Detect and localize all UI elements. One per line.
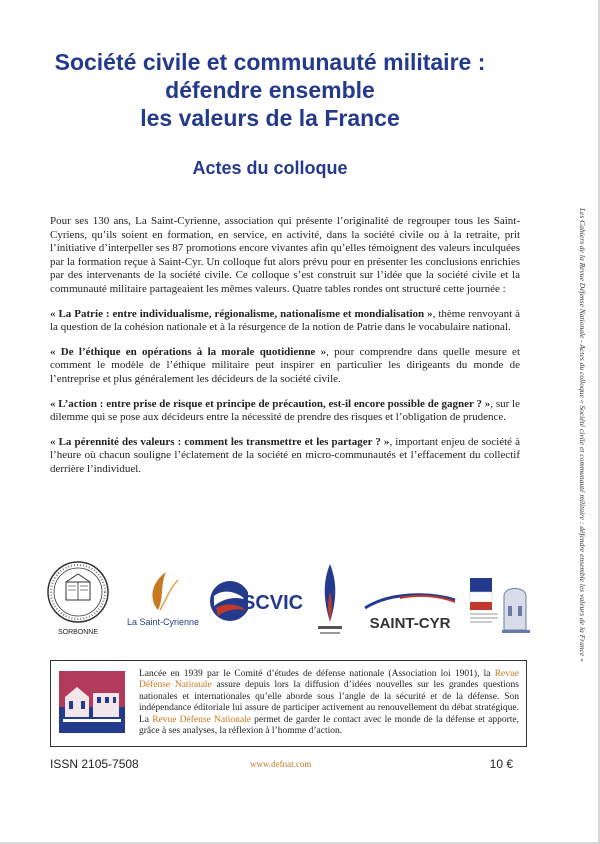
website-link[interactable]: www.defnat.com <box>250 759 312 769</box>
sorbonne-label: SORBONNE <box>57 629 99 636</box>
table-ronde-2-title: « De l’éthique en opérations à la morale quotidienne » <box>50 345 327 358</box>
spine-text: Les Cahiers de la Revue Défense Nationale - Actes du colloque « Société civile et communauté militaire : défendre ensemble les valeurs de la France » <box>578 208 587 662</box>
rdn-info-box <box>50 660 527 747</box>
sorbonne-seal-icon <box>38 560 118 624</box>
rdn-name-1: Revue Défense Nationale <box>139 669 519 691</box>
title-line-1: Société civile et communauté militaire : <box>54 49 486 75</box>
table-ronde-3-title: « L’action : entre prise de risque et principe de précaution, est-il encore possible de gagner ? » <box>50 397 491 410</box>
flame-logo <box>310 562 350 638</box>
table-ronde-1-title: « La Patrie : entre individualisme, régionalisme, nationalisme et mondialisation » <box>50 307 433 320</box>
saint-cyr-logo <box>360 590 460 636</box>
scvic-logo <box>208 578 303 633</box>
table-ronde-3 <box>50 398 520 425</box>
price: 10 € <box>489 757 513 771</box>
rdn-text-2: assure depuis lors la diffusion d’idées nouvelles sur les grandes questions nationales et internationales qu’elle aborde sous l’angle de la sécurité et de la défense. Son indépendance éditoriale lui assure de participer activement au renouvellement du débat stratégique. La <box>139 680 519 725</box>
table-ronde-4 <box>50 436 520 477</box>
table-ronde-3-text: , sur le dilemme qui se pose aux décideurs entre la nécessité de prendre des risques et l’obligation de prudence. <box>50 397 520 424</box>
saint-cyrienne-label: La Saint-Cyrienne <box>126 617 200 627</box>
table-ronde-2-text: , pour comprendre dans quelle mesure et comment le modèle de l’éthique militaire peut inspirer en particulier les dirigeants du monde de l’entreprise et plus généralement les décideurs de la société civile. <box>50 345 520 385</box>
rdn-text-3: permet de garder le contact avec le monde de la défense et apporte, grâce à ses analyses, la réflexion à l’homme d’action. <box>139 714 519 737</box>
rdn-building-icon <box>59 671 125 733</box>
sorbonne-logo <box>38 560 118 638</box>
rdn-text-1: Lancée en 1939 par le Comité d’études de défense nationale (Association loi 1901), la <box>139 669 495 679</box>
saint-cyr-arc-icon <box>360 590 460 610</box>
table-ronde-1 <box>50 308 520 335</box>
spine-text-container <box>575 200 589 670</box>
table-ronde-4-text: , important enjeu de société à l’heure où chacun souligne l’éclatement de la société en micro-communautés et l’effacement du collectif derrière l’individuel. <box>50 435 520 475</box>
scvic-label: SCVIC <box>242 592 304 614</box>
document-title <box>20 48 520 132</box>
table-ronde-2 <box>50 346 520 387</box>
document-subtitle: Actes du colloque <box>192 158 348 178</box>
flame-icon <box>310 562 350 638</box>
table-ronde-4-title: « La pérennité des valeurs : comment les transmettre et les partager ? » <box>50 435 390 448</box>
rdn-name-2: Revue Défense Nationale <box>152 714 251 725</box>
table-ronde-1-text: , thème renvoyant à la question de la cohésion nationale et à la résurgence de la notion de Patrie dans le vocabulaire national. <box>50 307 520 334</box>
plume-icon <box>118 570 208 612</box>
saint-cyr-label: SAINT-CYR <box>369 615 451 632</box>
title-line-3: les valeurs de la France <box>140 105 400 131</box>
partner-logos <box>38 560 538 640</box>
title-line-2: défendre ensemble <box>165 77 375 103</box>
body-text <box>50 215 520 488</box>
intro-paragraph: Pour ses 130 ans, La Saint-Cyrienne, association qui présente l’originalité de regrouper tous les Saint-Cyriens, qu’ils soient en formation, en service, en activité, dans la société civile ou à la retraite, prit l’initiative d’interpeller ses 87 promotions encore vivantes afin qu’elles témoignent des valeurs inculquées par la formation reçue à Saint-Cyr. Un colloque fut alors prévu pour en présenter les conclusions enrichies par des intervenants de la société civile. Ce colloque s’est construit sur l’idée que la société civile et la communauté militaire partageaient les mêmes valeurs. Quatre tables rondes ont structuré cette journée : <box>50 215 520 295</box>
saint-cyrienne-logo <box>118 570 208 634</box>
footer <box>50 757 525 775</box>
issn: ISSN 2105-7508 <box>50 757 139 771</box>
ministry-logo <box>468 574 533 636</box>
rdn-description <box>139 669 519 737</box>
ministry-building-icon <box>468 574 533 636</box>
